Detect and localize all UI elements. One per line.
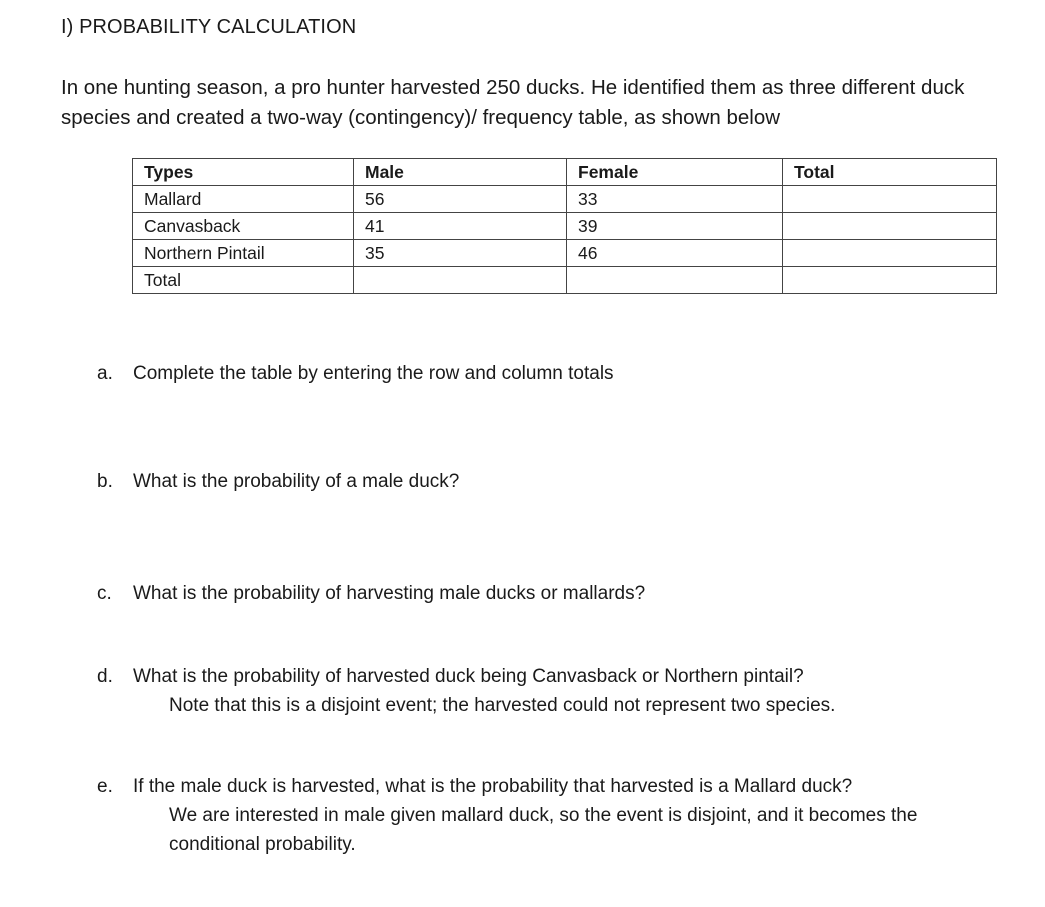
question-a: [97, 359, 614, 388]
cell-total: [783, 213, 997, 240]
question-text: What is the probability of harvesting male ducks or mallards?: [133, 583, 646, 604]
table-row: [133, 213, 997, 240]
question-e: [97, 772, 999, 859]
table-row: [133, 240, 997, 267]
question-c: [97, 579, 645, 608]
table-row: [133, 186, 997, 213]
frequency-table: [132, 158, 997, 294]
header-types: Types: [133, 159, 354, 186]
question-note: We are interested in male given mallard duck, so the event is disjoint, and it becomes the conditional probability.: [169, 805, 918, 855]
cell-total: [783, 267, 997, 294]
question-note: Note that this is a disjoint event; the harvested could not represent two species.: [169, 695, 836, 716]
cell-female: 46: [567, 240, 783, 267]
question-letter: e.: [97, 776, 113, 797]
question-b: [97, 467, 459, 496]
cell-female: [567, 267, 783, 294]
cell-total: [783, 240, 997, 267]
cell-male: 41: [354, 213, 567, 240]
table-total-row: [133, 267, 997, 294]
cell-type: Canvasback: [133, 213, 354, 240]
section-title: I) PROBABILITY CALCULATION: [61, 16, 357, 38]
cell-female: 33: [567, 186, 783, 213]
question-letter: d.: [97, 666, 113, 687]
question-text: What is the probability of harvested duck being Canvasback or Northern pintail?: [133, 666, 804, 687]
question-letter: c.: [97, 583, 112, 604]
cell-type: Mallard: [133, 186, 354, 213]
cell-male: [354, 267, 567, 294]
cell-type: Northern Pintail: [133, 240, 354, 267]
question-text: What is the probability of a male duck?: [133, 471, 460, 492]
cell-type: Total: [133, 267, 354, 294]
question-text: If the male duck is harvested, what is the probability that harvested is a Mallard duck?: [133, 776, 853, 797]
cell-male: 56: [354, 186, 567, 213]
header-female: Female: [567, 159, 783, 186]
header-total: Total: [783, 159, 997, 186]
intro-paragraph: In one hunting season, a pro hunter harvested 250 ducks. He identified them as three different duck species and created a two-way (contingency)/ frequency table, as shown below: [61, 76, 965, 129]
header-male: Male: [354, 159, 567, 186]
question-letter: a.: [97, 363, 113, 384]
cell-female: 39: [567, 213, 783, 240]
question-text: Complete the table by entering the row and column totals: [133, 363, 614, 384]
cell-male: 35: [354, 240, 567, 267]
question-d: [97, 662, 835, 720]
question-letter: b.: [97, 471, 113, 492]
cell-total: [783, 186, 997, 213]
table-header-row: [133, 159, 997, 186]
